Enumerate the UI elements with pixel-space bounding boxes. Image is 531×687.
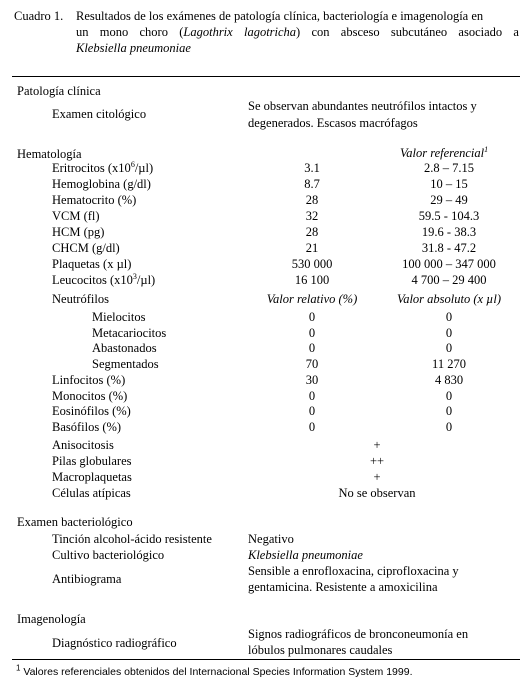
diff-row-relative: 0 (308, 310, 316, 324)
morph-row-value: ++ (369, 454, 385, 468)
hemo-row-ref: 4 700 – 29 400 (411, 273, 487, 287)
hemo-row-value: 8.7 (304, 177, 320, 191)
morph-row-label: Anisocitosis (52, 438, 114, 452)
diff-row-label: Mielocitos (92, 310, 146, 324)
morph-row-value: + (373, 470, 381, 484)
hemo-row-label: Leucocitos $(x10^3/\mu l)$ (52, 271, 156, 287)
hemo-row-value: 21 (305, 241, 319, 255)
hemo-row-label: HCM (pg) (52, 225, 105, 239)
hemo-row-ref: 10 – 15 (430, 177, 468, 191)
hemo-row-value: 3.1 (304, 161, 320, 175)
section-imagenologia-title: Imagenología (17, 612, 86, 626)
hemo-row-ref: 29 – 49 (430, 193, 468, 207)
diff-row-label: Segmentados (92, 357, 159, 371)
caption-line-1: Resultados de los exámenes de patología clínica, bacteriología e imagenología en (76, 9, 484, 23)
neutrofilos-label: Neutrófilos (52, 292, 109, 306)
diff-row-label: Monocitos (%) (52, 389, 128, 403)
hemo-row-ref: 100 000 – 347 000 (402, 257, 496, 271)
hemo-row-label: Hematocrito (%) (52, 193, 137, 207)
diff-row-relative: 0 (308, 326, 316, 340)
diff-row-absolute: 4 830 (434, 373, 464, 387)
diff-row-absolute: 0 (445, 420, 453, 434)
citologico-label: Examen citológico (52, 107, 147, 121)
diff-row-label: Basófilos (%) (52, 420, 122, 434)
caption-text (76, 8, 519, 56)
hemo-row-ref: 59.5 - 104.3 (418, 209, 480, 223)
diff-row-relative: 0 (308, 404, 316, 418)
diff-row-relative: 70 (305, 357, 319, 371)
antibiograma-value-1: Sensible a enrofloxacina, ciprofloxacina y (248, 564, 459, 578)
diff-row-relative: 0 (308, 420, 316, 434)
cultivo-label: Cultivo bacteriológico (52, 548, 165, 562)
caption-label: Cuadro 1. (14, 9, 64, 23)
hemo-row-ref: 19.6 - 38.3 (421, 225, 477, 239)
ref-header: Valor referencial$^1$ (400, 144, 489, 160)
abs-header: Valor absoluto (x µl) (396, 292, 502, 306)
hemo-row-label: Plaquetas (x µl) (52, 257, 132, 271)
caption-line-2: un mono choro (Lagothrix lagotricha) con absceso subcutáneo asociado a (76, 25, 519, 39)
hemo-row-label: CHCM (g/dl) (52, 241, 120, 255)
cultivo-value: Klebsiella pneumoniae (248, 548, 363, 562)
section-patologia-title: Patología clínica (17, 84, 101, 98)
antibiograma-label: Antibiograma (52, 572, 122, 586)
diag-value-2: lóbulos pulmonares caudales (248, 643, 393, 657)
hemo-row-label: Eritrocitos $(x10^6/\mu l)$ (52, 159, 154, 175)
diff-row-absolute: 0 (445, 404, 453, 418)
caption-line-3: Klebsiella pneumoniae (76, 41, 191, 55)
bottom-rule (12, 659, 520, 660)
diff-row-label: Abastonados (92, 341, 157, 355)
morph-row-label: Pilas globulares (52, 454, 132, 468)
diff-row-label: Linfocitos (%) (52, 373, 126, 387)
species-name: Lagothrix lagotricha (183, 25, 297, 39)
hemo-row-value: 28 (305, 225, 319, 239)
diag-value-1: Signos radiográficos de bronconeumonía en (248, 627, 469, 641)
diff-row-absolute: 0 (445, 310, 453, 324)
diff-row-label: Metacariocitos (92, 326, 167, 340)
diff-row-absolute: 0 (445, 389, 453, 403)
tincion-label: Tinción alcohol-ácido resistente (52, 532, 212, 546)
antibiograma-value-2: gentamicina. Resistente a amoxicilina (248, 580, 438, 594)
section-hematologia-title: Hematología (17, 147, 82, 161)
footnote: $^1$ Valores referenciales obtenidos del Internacional Species Information System 1999. (16, 663, 413, 678)
hemo-row-value: 32 (305, 209, 319, 223)
hemo-row-ref: 2.8 – 7.15 (424, 161, 474, 175)
rel-header: Valor relativo (%) (266, 292, 358, 306)
morph-row-value: No se observan (338, 486, 416, 500)
diag-label: Diagnóstico radiográfico (52, 636, 177, 650)
diff-row-absolute: 0 (445, 326, 453, 340)
hemo-row-label: Hemoglobina (g/dl) (52, 177, 151, 191)
hemo-row-value: 28 (305, 193, 319, 207)
morph-row-value: + (373, 438, 381, 452)
top-rule (12, 76, 520, 77)
citologico-value-2: degenerados. Escasos macrófagos (248, 116, 418, 130)
diff-row-relative: 0 (308, 389, 316, 403)
diff-row-relative: 0 (308, 341, 316, 355)
tincion-value: Negativo (248, 532, 294, 546)
diff-row-label: Eosinófilos (%) (52, 404, 131, 418)
section-bacteriologico-title: Examen bacteriológico (17, 515, 133, 529)
hemo-row-value: 530 000 (291, 257, 333, 271)
morph-row-label: Células atípicas (52, 486, 131, 500)
morph-row-label: Macroplaquetas (52, 470, 132, 484)
diff-row-absolute: 0 (445, 341, 453, 355)
diff-row-absolute: 11 270 (432, 357, 466, 371)
citologico-value-1: Se observan abundantes neutrófilos intactos y (248, 99, 477, 113)
hemo-row-label: VCM (fl) (52, 209, 100, 223)
hemo-row-value: 16 100 (294, 273, 330, 287)
diff-row-relative: 30 (305, 373, 319, 387)
hemo-row-ref: 31.8 - 47.2 (421, 241, 477, 255)
